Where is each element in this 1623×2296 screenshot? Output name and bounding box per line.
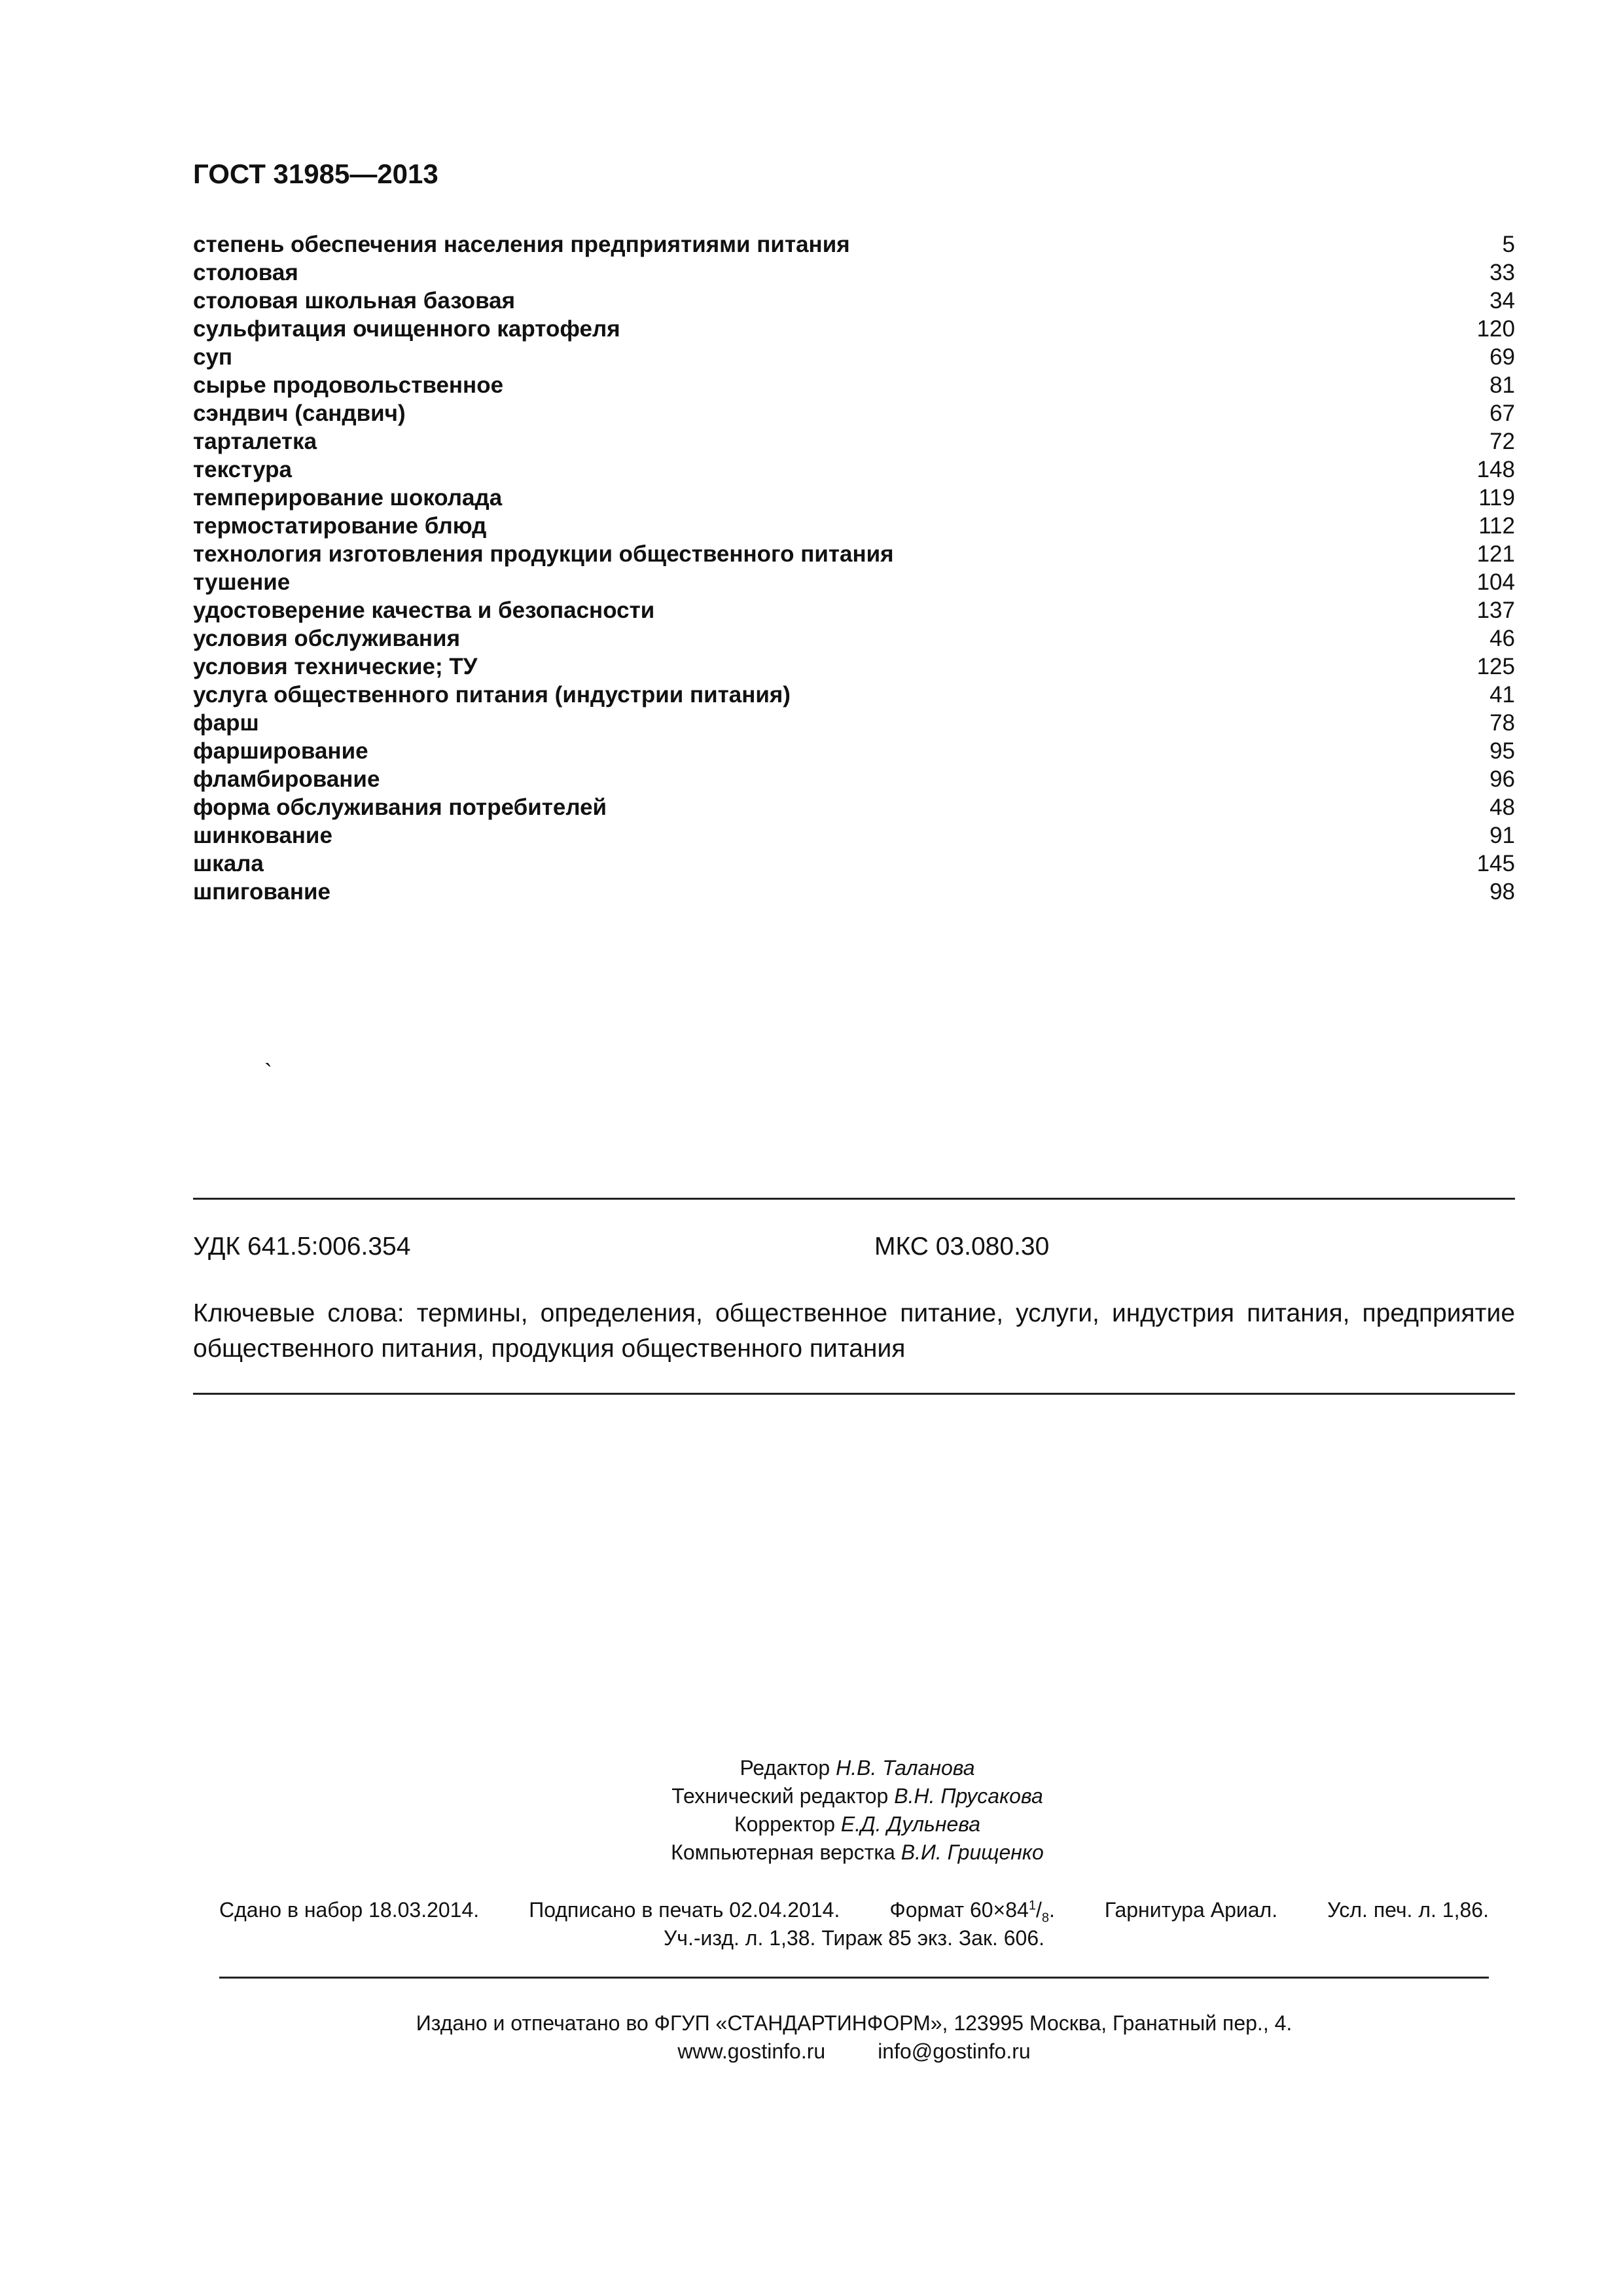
index-page: 41 (1489, 682, 1515, 708)
print-info-line (219, 1896, 1489, 1924)
index-row (193, 540, 1515, 568)
index-row (193, 709, 1515, 737)
format-denominator: 8 (1041, 1910, 1049, 1926)
index-page: 34 (1489, 288, 1515, 314)
email-link[interactable]: info@gostinfo.ru (878, 2039, 1031, 2063)
index-term: условия технические; ТУ (193, 654, 478, 679)
index-term: столовая (193, 260, 298, 285)
credit-line (419, 1810, 1296, 1839)
index-page: 95 (1489, 738, 1515, 764)
index-row (193, 878, 1515, 906)
index-page: 125 (1476, 654, 1515, 679)
printed-sheets: Усл. печ. л. 1,86. (1327, 1898, 1489, 1922)
index-page: 119 (1478, 485, 1515, 511)
index-term: технология изготовления продукции общественного питания (193, 541, 894, 567)
standard-code: ГОСТ 31985—2013 (193, 158, 438, 189)
index-row (193, 315, 1515, 343)
index-row (193, 765, 1515, 793)
index-page: 33 (1489, 260, 1515, 285)
index-row (193, 624, 1515, 653)
divider-middle (193, 1393, 1515, 1395)
credit-role: Компьютерная верстка (671, 1840, 895, 1864)
paper-format: Формат $60\times 84^1/_8$. (889, 1898, 1055, 1926)
format-numerator: 1 (1028, 1898, 1036, 1913)
index-term: фарширование (193, 738, 368, 764)
index-term: фламбирование (193, 766, 380, 792)
keywords-label: Ключевые слова: (193, 1299, 404, 1327)
index-term: суп (193, 344, 233, 370)
index-page: 112 (1478, 513, 1515, 539)
credit-name: В.Н. Прусакова (894, 1784, 1043, 1808)
index-term: условия обслуживания (193, 626, 460, 651)
print-info-line-2: Уч.-изд. л. 1,38. Тираж 85 экз. Зак. 606. (663, 1926, 1045, 1950)
index-term: шинкование (193, 823, 332, 848)
index-row (193, 596, 1515, 624)
index-page: 91 (1489, 823, 1515, 848)
index-row (193, 850, 1515, 878)
credit-line (419, 1782, 1296, 1810)
index-page: 96 (1489, 766, 1515, 792)
subject-index (193, 230, 1515, 906)
index-page: 46 (1489, 626, 1515, 651)
index-term: термостатирование блюд (193, 513, 487, 539)
index-term: фарш (193, 710, 259, 736)
index-row (193, 399, 1515, 427)
index-term: шкала (193, 851, 264, 876)
credit-name: В.И. Грищенко (901, 1840, 1044, 1864)
index-term: шпигование (193, 879, 330, 905)
submitted-date: Сдано в набор 18.03.2014. (219, 1898, 480, 1922)
index-row (193, 230, 1515, 259)
index-page: 121 (1476, 541, 1515, 567)
index-page: 81 (1489, 372, 1515, 398)
index-term: сульфитация очищенного картофеля (193, 316, 620, 342)
format-label: Формат 60×84 (889, 1898, 1029, 1922)
index-row (193, 259, 1515, 287)
credit-role: Редактор (740, 1756, 830, 1780)
publisher-contacts (262, 2037, 1446, 2066)
index-row (193, 568, 1515, 596)
index-term: услуга общественного питания (индустрии питания) (193, 682, 791, 708)
index-row (193, 371, 1515, 399)
index-row (193, 456, 1515, 484)
signed-date: Подписано в печать 02.04.2014. (529, 1898, 840, 1922)
index-page: 145 (1476, 851, 1515, 876)
divider-bottom (219, 1977, 1489, 1979)
index-row (193, 427, 1515, 456)
udk-code: УДК 641.5:006.354 (193, 1232, 411, 1261)
index-row (193, 512, 1515, 540)
index-term: темперирование шоколада (193, 485, 503, 511)
credit-name: Е.Д. Дульнева (840, 1812, 981, 1836)
index-row (193, 793, 1515, 821)
index-page: 48 (1489, 795, 1515, 820)
credit-role: Корректор (734, 1812, 836, 1836)
index-page: 104 (1476, 569, 1515, 595)
keywords-text: термины, определения, общественное питание, услуги, индустрия питания, предприятие общественного питания, продукция общественного питания (193, 1299, 1516, 1363)
index-page: 120 (1476, 316, 1515, 342)
index-term: текстура (193, 457, 292, 482)
index-page: 137 (1476, 598, 1515, 623)
index-page: 98 (1489, 879, 1515, 905)
divider-top (193, 1198, 1515, 1200)
index-term: тарталетка (193, 429, 317, 454)
index-page: 148 (1476, 457, 1515, 482)
index-row (193, 737, 1515, 765)
keywords-paragraph (193, 1296, 1515, 1367)
typeface: Гарнитура Ариал. (1104, 1898, 1278, 1922)
index-page: 5 (1502, 232, 1515, 257)
publisher-text: Издано и отпечатано во ФГУП «СТАНДАРТИНФОРМ», 123995 Москва, Гранатный пер., 4. (416, 2011, 1293, 2035)
index-term: форма обслуживания потребителей (193, 795, 607, 820)
index-term: тушение (193, 569, 291, 595)
website-link[interactable]: www.gostinfo.ru (677, 2039, 826, 2063)
index-row (193, 343, 1515, 371)
index-row (193, 653, 1515, 681)
index-term: удостоверение качества и безопасности (193, 598, 655, 623)
credit-line (419, 1754, 1296, 1782)
index-term: столовая школьная базовая (193, 288, 516, 314)
credit-name: Н.В. Таланова (836, 1756, 975, 1780)
index-row (193, 484, 1515, 512)
credits (419, 1754, 1296, 1867)
stray-mark: ` (264, 1059, 272, 1086)
print-info (219, 1896, 1489, 1952)
index-row (193, 287, 1515, 315)
credit-line (419, 1839, 1296, 1867)
publisher-info (262, 2009, 1446, 2066)
index-row (193, 821, 1515, 850)
index-page: 72 (1489, 429, 1515, 454)
credit-role: Технический редактор (671, 1784, 889, 1808)
index-page: 67 (1489, 401, 1515, 426)
index-row (193, 681, 1515, 709)
index-page: 69 (1489, 344, 1515, 370)
index-term: степень обеспечения населения предприятиями питания (193, 232, 850, 257)
index-term: сырье продовольственное (193, 372, 504, 398)
mks-code: МКС 03.080.30 (874, 1232, 1050, 1261)
index-term: сэндвич (сандвич) (193, 401, 406, 426)
index-page: 78 (1489, 710, 1515, 736)
